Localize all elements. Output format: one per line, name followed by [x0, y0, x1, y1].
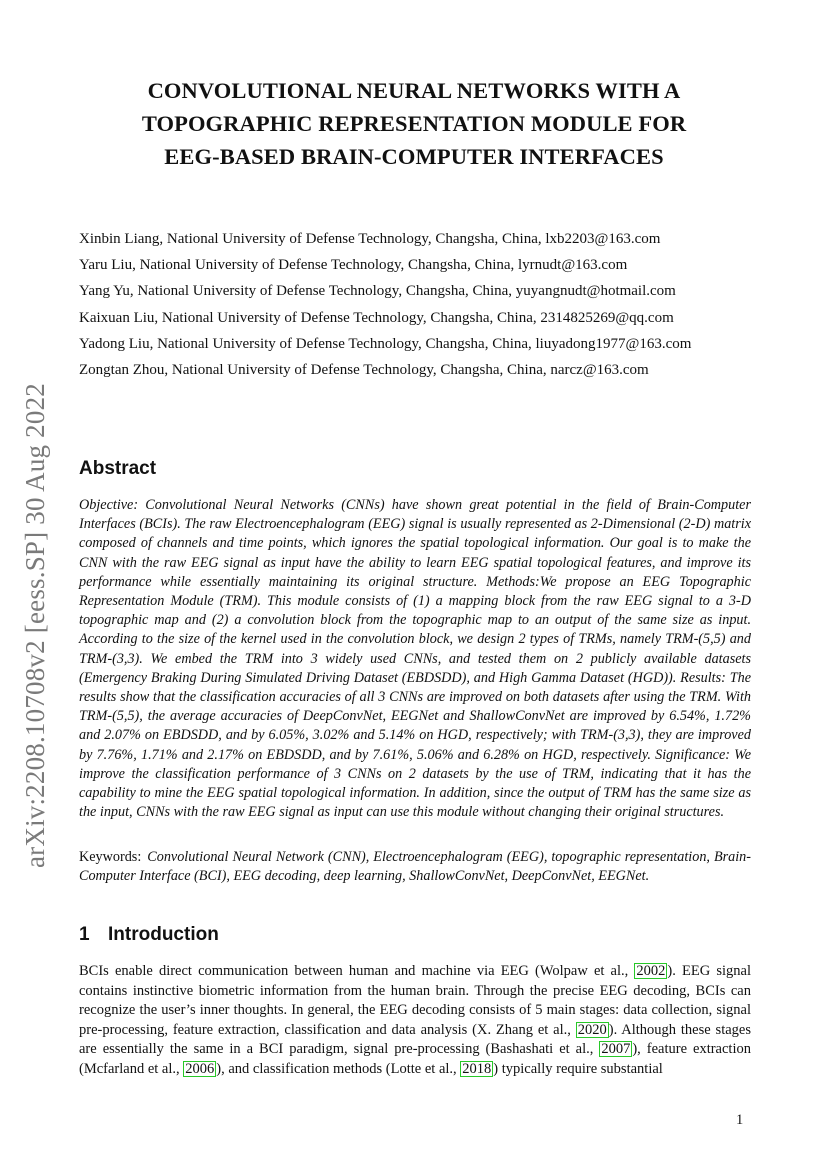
title-line-2: TOPOGRAPHIC REPRESENTATION MODULE FOR [141, 111, 687, 136]
section-heading-introduction [79, 924, 219, 946]
citation-link[interactable]: 2007 [601, 1041, 631, 1058]
arxiv-stamp: arXiv:2208.10708v2 [eess.SP] 30 Aug 2022 [20, 383, 50, 868]
introduction-paragraph [79, 962, 751, 1080]
citation-link[interactable]: 2018 [462, 1060, 492, 1077]
author-line: Yaru Liu, National University of Defense Technology, Changsha, China, lyrnudt@163.com [79, 257, 628, 274]
intro-text: ). EEG signal contains instinctive biometric information from the human brain. Through the precise EEG decoding, BCIs can recognize the user’s inner thoughts. In general, the EEG decoding consists of 5 main stages: data collection, signal pre-processing, feature extraction, classification and data analysis (X. Zhang et al., [79, 963, 751, 1038]
intro-text: ), feature extraction (Mcfarland et al., [79, 1041, 751, 1077]
citation-link[interactable]: 2020 [577, 1021, 607, 1038]
paper-title [79, 74, 749, 173]
intro-text: BCIs enable direct communication between human and machine via EEG (Wolpaw et al., [79, 963, 635, 979]
title-line-1: CONVOLUTIONAL NEURAL NETWORKS WITH A [147, 78, 681, 103]
author-list [79, 228, 779, 385]
section-number: 1 [79, 924, 90, 945]
citation-link[interactable]: 2006 [185, 1060, 215, 1077]
keywords [79, 848, 751, 886]
abstract-text: Objective: Convolutional Neural Networks (CNNs) have shown great potential in the field of Brain-Computer Interfaces (BCIs). The raw Electroencephalogram (EEG) signal is usually represented as 2-Dimensional (2-D) matrix composed of channels and time points, which ignores the spatial topological information. Our goal is to make the CNN with the raw EEG signal as input have the ability to learn EEG spatial topological features, and improve its performance while essentially maintaining its original structure. Methods:We propose an EEG Topographic Representation Module (TRM). This module consists of (1) a mapping block from the raw EEG signal to a 3-D topographic map and (2) a convolution block from the topographic map to an output of the same size as input. According to the size of the kernel used in the convolution block, we design 2 types of TRMs, namely TRM-(5,5) and TRM-(3,3). We embed the TRM into 3 widely used CNNs, and tested them on 2 publicly available datasets (Emergency Braking During Simulated Driving Dataset (EBDSDD), and High Gamma Dataset (HGD)). Results: The results show that the classification accuracies of all 3 CNNs are improved on both datasets after using the TRM. With TRM-(5,5), the average accuracies of DeepConvNet, EEGNet and ShallowConvNet are improved by 6.54%, 1.72% and 2.07% on EBDSDD, and by 6.05%, 3.02% and 5.14% on HGD, respectively; with TRM-(3,3), they are improved by 7.76%, 1.71% and 2.17% on EBDSDD, and by 7.61%, 5.06% and 6.28% on HGD, respectively. Significance: We improve the classification performance of 3 CNNs on 2 datasets by the use of TRM, indicating that it has the capability to mine the EEG spatial topological information. In addition, since the output of TRM has the same size as the input, CNNs with the raw EEG signal as input can use this module without changing their original structures. [79, 497, 751, 821]
section-title: Introduction [108, 924, 219, 945]
keywords-label: Keywords: [79, 849, 142, 865]
author-line: Xinbin Liang, National University of Defense Technology, Changsha, China, lxb2203@163.com [79, 231, 661, 247]
author-line: Yang Yu, National University of Defense Technology, Changsha, China, yuyangnudt@hotmail.com [79, 283, 676, 300]
intro-text: ), and classification methods (Lotte et al., [216, 1060, 461, 1077]
intro-text: ). Although these stages are essentially the same in a BCI paradigm, signal pre-processing (Bashashati et al., [79, 1021, 751, 1058]
intro-text: ) typically require substantial [493, 1060, 663, 1077]
author-line: Zongtan Zhou, National University of Defense Technology, Changsha, China, narcz@163.com [79, 361, 649, 378]
page-number: 1 [736, 1112, 744, 1128]
title-line-3: EEG-BASED BRAIN-COMPUTER INTERFACES [164, 144, 664, 169]
author-line: Yadong Liu, National University of Defense Technology, Changsha, China, liuyadong1977@163.com [79, 335, 692, 352]
abstract-heading: Abstract [79, 458, 157, 479]
citation-link[interactable]: 2002 [636, 963, 666, 979]
author-line: Kaixuan Liu, National University of Defense Technology, Changsha, China, 2314825269@qq.com [79, 309, 674, 326]
keywords-text: Convolutional Neural Network (CNN), Electroencephalogram (EEG), topographic representation, Brain-Computer Interface (BCI), EEG decoding, deep learning, ShallowConvNet, DeepConvNet, EEGNet. [79, 849, 751, 885]
